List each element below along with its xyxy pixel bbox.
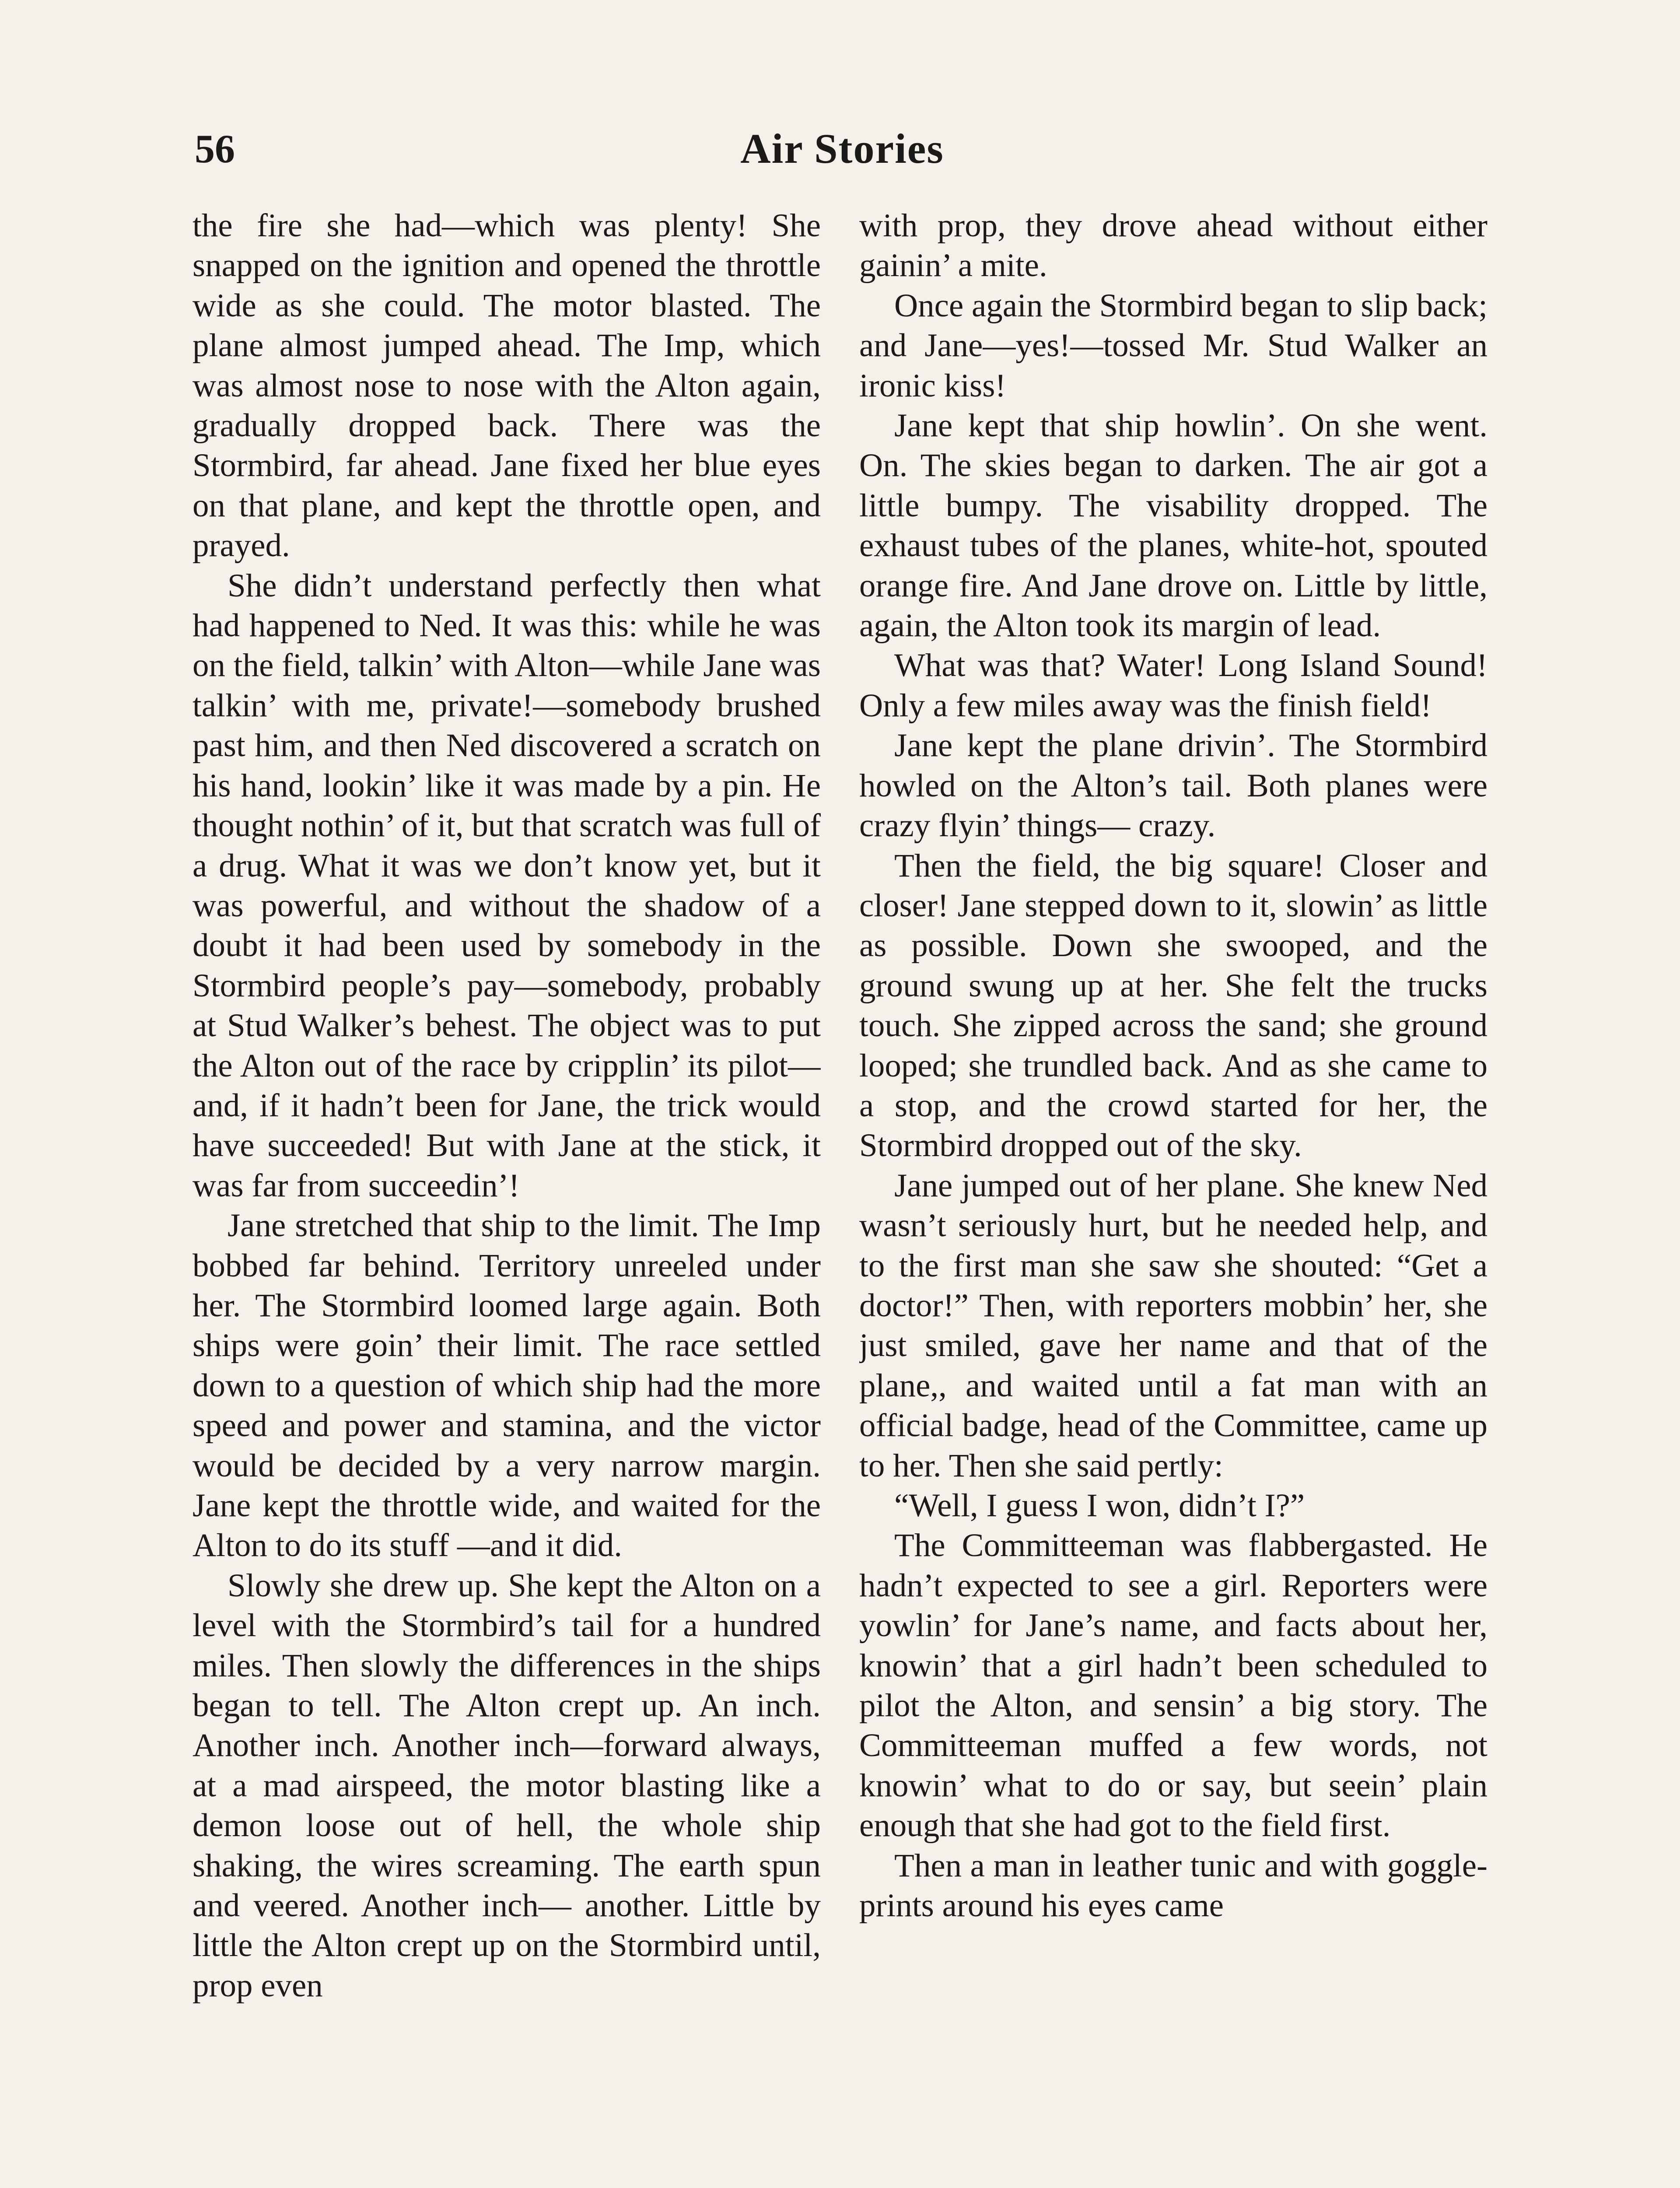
paragraph: Jane jumped out of her plane. She knew Ned wasn’t seriously hurt, but he needed help, and to the first man she saw she shouted: “Get a doctor!” Then, with reporters mobbin’ her, she just smiled, gave her name and that of the plane,, and waited until a fat man with an official badge, head of the Committee, came up to her. Then she said pertly:: [859, 1167, 1488, 1484]
right-column: [859, 206, 1488, 2188]
paragraph: the fire she had—which was plenty! She snapped on the ignition and opened the throttle wide as she could. The motor blasted. The plane almost jumped ahead. The Imp, which was almost nose to nose with the Alton again, gradually dropped back. There was the Stormbird, far ahead. Jane fixed her blue eyes on that plane, and kept the throttle open, and prayed.: [192, 207, 821, 564]
page-header: [195, 118, 1490, 179]
paragraph: Then the field, the big square! Closer and closer! Jane stepped down to it, slowin’ as little as possible. Down she swooped, and the ground swung up at her. She felt the trucks touch. She zipped across the sand; she ground looped; she trundled back. And as she came to a stop, and the crowd started for her, the Stormbird dropped out of the sky.: [859, 847, 1488, 1164]
left-column: [192, 206, 821, 2188]
text-columns: [192, 206, 1488, 2188]
paragraph: The Committeeman was flabbergasted. He hadn’t expected to see a girl. Reporters were yowlin’ for Jane’s name, and facts about her, knowin’ that a girl hadn’t been scheduled to pilot the Alton, and sensin’ a big story. The Committeeman muffed a few words, not knowin’ what to do or say, but seein’ plain enough that she had got to the field first.: [859, 1527, 1488, 1844]
paragraph: What was that? Water! Long Island Sound! Only a few miles away was the finish field!: [859, 647, 1488, 724]
paragraph: Then a man in leather tunic and with goggle-prints around his eyes came: [859, 1847, 1488, 1924]
paragraph: She didn’t understand perfectly then what had happened to Ned. It was this: while he was on the field, talkin’ with Alton—while Jane was talkin’ with me, private!—somebody brushed past him, and then Ned discovered a scratch on his hand, lookin’ like it was made by a pin. He thought nothin’ of it, but that scratch was full of a drug. What it was we don’t know yet, but it was powerful, and without the shadow of a doubt it had been used by somebody in the Stormbird people’s pay—somebody, probably at Stud Walker’s behest. The object was to put the Alton out of the race by cripplin’ its pilot—and, if it hadn’t been for Jane, the trick would have succeeded! But with Jane at the stick, it was far from succeedin’!: [192, 567, 821, 1204]
paragraph: Once again the Stormbird began to slip back; and Jane—yes!—tossed Mr. Stud Walker an ironic kiss!: [859, 287, 1488, 404]
paragraph: Jane kept that ship howlin’. On she went. On. The skies began to darken. The air got a little bumpy. The visability dropped. The exhaust tubes of the planes, white-hot, spouted orange fire. And Jane drove on. Little by little, again, the Alton took its margin of lead.: [859, 407, 1488, 644]
running-title: Air Stories: [740, 125, 944, 172]
paragraph: Slowly she drew up. She kept the Alton on a level with the Stormbird’s tail for a hundred miles. Then slowly the differences in the ships began to tell. The Alton crept up. An inch. Another inch. Another inch—forward always, at a mad airspeed, the motor blasting like a demon loose out of hell, the whole ship shaking, the wires screaming. The earth spun and veered. Another inch— another. Little by little the Alton crept up on the Stormbird until, prop even: [192, 1567, 821, 2004]
paragraph: with prop, they drove ahead without either gainin’ a mite.: [859, 207, 1488, 284]
paragraph: “Well, I guess I won, didn’t I?”: [894, 1487, 1305, 1524]
paragraph: Jane kept the plane drivin’. The Stormbird howled on the Alton’s tail. Both planes were crazy flyin’ things— crazy.: [859, 727, 1488, 844]
page-number: 56: [195, 126, 235, 171]
paragraph: Jane stretched that ship to the limit. The Imp bobbed far behind. Territory unreeled under her. The Stormbird loomed large again. Both ships were goin’ their limit. The race settled down to a question of which ship had the more speed and power and stamina, and the victor would be decided by a very narrow margin. Jane kept the throttle wide, and waited for the Alton to do its stuff —and it did.: [192, 1207, 821, 1564]
